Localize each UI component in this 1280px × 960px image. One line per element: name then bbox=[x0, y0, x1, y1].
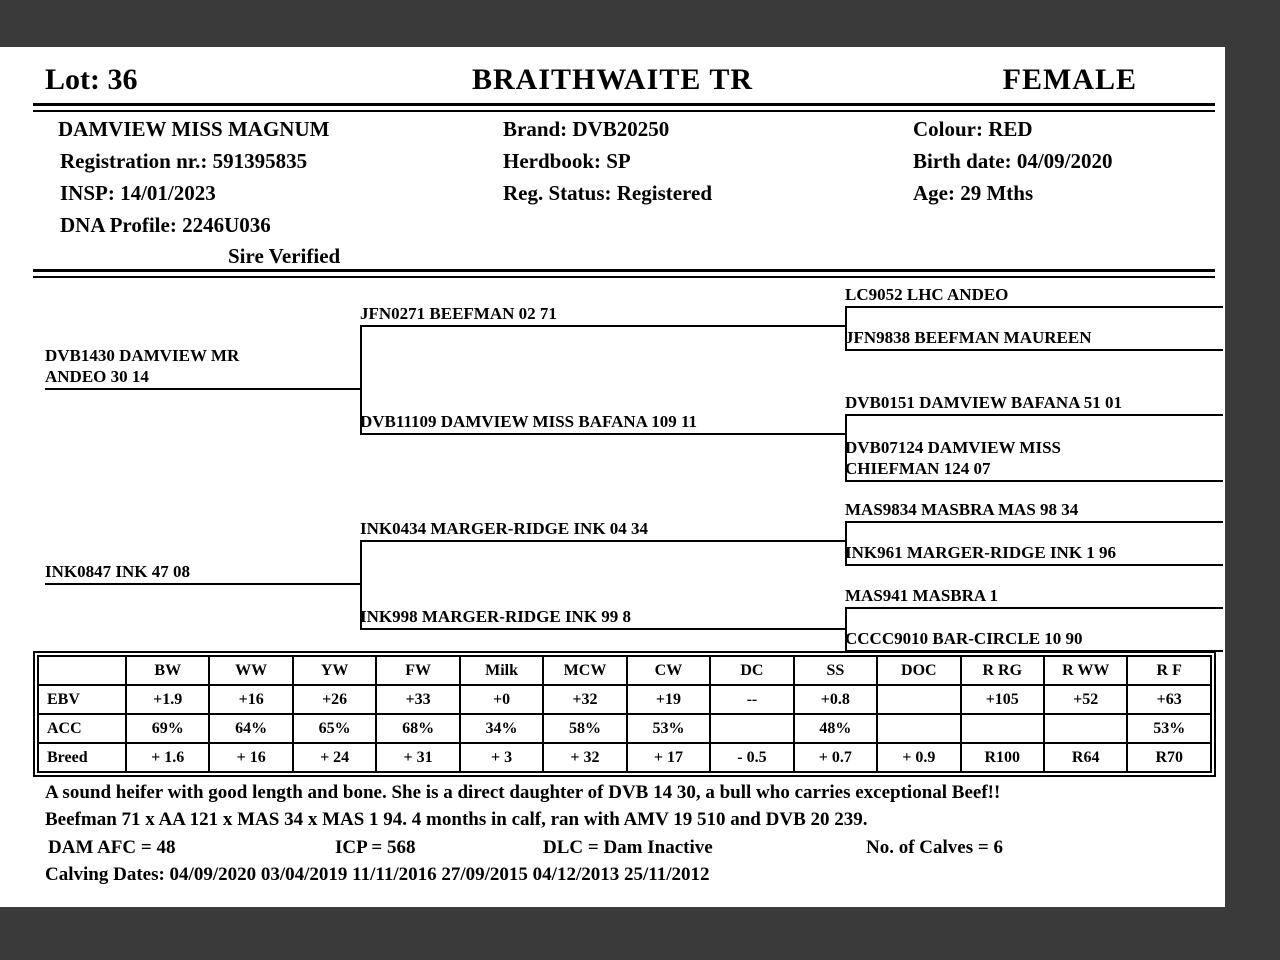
dam-afc-field: DAM AFC = 48 bbox=[48, 837, 176, 858]
ebv-value-cell: -- bbox=[710, 685, 793, 714]
pedigree-sire-sire-sire bbox=[845, 280, 1223, 308]
pedigree-sire-sire-name: JFN0271 BEEFMAN 02 71 bbox=[360, 304, 557, 323]
animal-name: DAMVIEW MISS MAGNUM bbox=[58, 117, 330, 141]
ebv-column-header bbox=[38, 656, 126, 685]
pedigree-sire-sire-sire-name: LC9052 LHC ANDEO bbox=[845, 285, 1009, 304]
ebv-column-header: DC bbox=[710, 656, 793, 685]
ebv-table bbox=[37, 655, 1212, 773]
ebv-value-cell: + 31 bbox=[376, 743, 459, 772]
note-description: A sound heifer with good length and bone. She is a direct daughter of DVB 14 30, a bull who carries exceptional Beef!! bbox=[45, 782, 1001, 803]
dna-profile-field: DNA Profile: 2246U036 bbox=[60, 213, 271, 237]
pedigree-dam-name: INK0847 INK 47 08 bbox=[45, 562, 190, 581]
colour-field: Colour: RED bbox=[913, 117, 1033, 141]
ebv-value-cell bbox=[1044, 714, 1127, 743]
ebv-column-header: R F bbox=[1127, 656, 1211, 685]
registration-field: Registration nr.: 591395835 bbox=[60, 149, 308, 173]
ebv-row-label: EBV bbox=[38, 685, 126, 714]
ebv-value-cell: R100 bbox=[961, 743, 1044, 772]
ebv-value-cell: 69% bbox=[126, 714, 209, 743]
ebv-value-cell: R70 bbox=[1127, 743, 1211, 772]
pedigree-sire-dam bbox=[360, 407, 845, 435]
pedigree-dam-sire-name: INK0434 MARGER-RIDGE INK 04 34 bbox=[360, 519, 649, 538]
ebv-value-cell: +1.9 bbox=[126, 685, 209, 714]
ebv-value-cell: 65% bbox=[293, 714, 376, 743]
ebv-value-cell: +16 bbox=[209, 685, 292, 714]
ebv-value-cell: + 16 bbox=[209, 743, 292, 772]
pedigree-dam-sire-dam bbox=[845, 538, 1223, 566]
birth-date-field: Birth date: 04/09/2020 bbox=[913, 149, 1113, 173]
ebv-value-cell: 34% bbox=[460, 714, 543, 743]
insp-field: INSP: 14/01/2023 bbox=[60, 181, 216, 205]
age-field: Age: 29 Mths bbox=[913, 181, 1034, 205]
ebv-value-cell: 53% bbox=[627, 714, 710, 743]
ebv-value-cell: +26 bbox=[293, 685, 376, 714]
ebv-value-cell bbox=[877, 685, 960, 714]
pedigree-dam-sire-dam-name: INK961 MARGER-RIDGE INK 1 96 bbox=[845, 543, 1117, 562]
pedigree-connector bbox=[845, 521, 847, 566]
ebv-row-acc bbox=[38, 714, 1211, 743]
pedigree-connector bbox=[845, 306, 847, 351]
pedigree-dam-dam-dam bbox=[845, 624, 1223, 652]
catalog-page bbox=[0, 47, 1225, 907]
ebv-column-header: Milk bbox=[460, 656, 543, 685]
calving-dates-field: Calving Dates: 04/09/2020 03/04/2019 11/11/2016 27/09/2015 04/12/2013 25/11/2012 bbox=[45, 864, 710, 885]
icp-field: ICP = 568 bbox=[335, 837, 416, 858]
ebv-value-cell: + 17 bbox=[627, 743, 710, 772]
ebv-value-cell: 58% bbox=[543, 714, 626, 743]
ebv-column-header: FW bbox=[376, 656, 459, 685]
ebv-value-cell: +52 bbox=[1044, 685, 1127, 714]
pedigree-connector bbox=[360, 325, 362, 435]
pedigree-sire-sire bbox=[360, 299, 845, 327]
ebv-table-frame bbox=[33, 651, 1216, 777]
no-of-calves-field: No. of Calves = 6 bbox=[866, 837, 1003, 858]
ebv-value-cell: +0.8 bbox=[794, 685, 877, 714]
pedigree-dam-sire bbox=[360, 514, 845, 542]
page-title: BRAITHWAITE TR bbox=[471, 63, 754, 96]
ebv-column-header: DOC bbox=[877, 656, 960, 685]
ebv-value-cell bbox=[710, 714, 793, 743]
details-divider bbox=[33, 269, 1215, 278]
ebv-value-cell: +105 bbox=[961, 685, 1044, 714]
sex-label: FEMALE bbox=[1002, 63, 1137, 96]
ebv-value-cell bbox=[877, 714, 960, 743]
ebv-row-label: ACC bbox=[38, 714, 126, 743]
ebv-value-cell: + 24 bbox=[293, 743, 376, 772]
pedigree-dam-dam-name: INK998 MARGER-RIDGE INK 99 8 bbox=[360, 607, 632, 626]
header-divider bbox=[33, 103, 1215, 112]
herdbook-field: Herdbook: SP bbox=[503, 149, 631, 173]
pedigree-sire bbox=[45, 342, 360, 390]
ebv-value-cell: + 0.7 bbox=[794, 743, 877, 772]
pedigree-sire-dam-sire bbox=[845, 388, 1223, 416]
ebv-value-cell: +63 bbox=[1127, 685, 1211, 714]
ebv-value-cell: 64% bbox=[209, 714, 292, 743]
ebv-column-header: SS bbox=[794, 656, 877, 685]
ebv-column-header: MCW bbox=[543, 656, 626, 685]
pedigree-dam-sire-sire-name: MAS9834 MASBRA MAS 98 34 bbox=[845, 500, 1079, 519]
ebv-row-ebv bbox=[38, 685, 1211, 714]
pedigree-sire-dam-sire-name: DVB0151 DAMVIEW BAFANA 51 01 bbox=[845, 393, 1123, 412]
pedigree-sire-dam-dam bbox=[845, 434, 1223, 482]
ebv-value-cell: 68% bbox=[376, 714, 459, 743]
ebv-value-cell: + 0.9 bbox=[877, 743, 960, 772]
note-breeding: Beefman 71 x AA 121 x MAS 34 x MAS 1 94. 4 months in calf, ran with AMV 19 510 and DVB 20 239. bbox=[45, 809, 868, 830]
pedigree-sire-dam-name: DVB11109 DAMVIEW MISS BAFANA 109 11 bbox=[360, 412, 698, 431]
sire-verified-label: Sire Verified bbox=[228, 244, 341, 268]
ebv-value-cell: +33 bbox=[376, 685, 459, 714]
ebv-value-cell bbox=[961, 714, 1044, 743]
ebv-column-header: R WW bbox=[1044, 656, 1127, 685]
pedigree-dam-dam bbox=[360, 602, 845, 630]
ebv-column-header: CW bbox=[627, 656, 710, 685]
ebv-value-cell: +19 bbox=[627, 685, 710, 714]
pedigree-dam-dam-sire-name: MAS941 MASBRA 1 bbox=[845, 586, 999, 605]
ebv-column-header: BW bbox=[126, 656, 209, 685]
lot-number: Lot: 36 bbox=[45, 63, 138, 96]
ebv-header-row bbox=[38, 656, 1211, 685]
pedigree-connector bbox=[845, 607, 847, 652]
pedigree-connector bbox=[360, 540, 362, 630]
ebv-value-cell: R64 bbox=[1044, 743, 1127, 772]
ebv-column-header: YW bbox=[293, 656, 376, 685]
ebv-value-cell: +0 bbox=[460, 685, 543, 714]
pedigree-sire-sire-dam bbox=[845, 323, 1223, 351]
ebv-value-cell: + 32 bbox=[543, 743, 626, 772]
pedigree-sire-name: DVB1430 DAMVIEW MR ANDEO 30 14 bbox=[45, 346, 240, 386]
ebv-row-breed bbox=[38, 743, 1211, 772]
ebv-value-cell: 53% bbox=[1127, 714, 1211, 743]
reg-status-field: Reg. Status: Registered bbox=[503, 181, 712, 205]
pedigree-dam-dam-sire bbox=[845, 581, 1223, 609]
ebv-value-cell: - 0.5 bbox=[710, 743, 793, 772]
pedigree-sire-sire-dam-name: JFN9838 BEEFMAN MAUREEN bbox=[845, 328, 1092, 347]
pedigree-dam bbox=[45, 557, 360, 585]
ebv-value-cell: +32 bbox=[543, 685, 626, 714]
pedigree-sire-dam-dam-name: DVB07124 DAMVIEW MISS CHIEFMAN 124 07 bbox=[845, 438, 1061, 478]
pedigree-dam-dam-dam-name: CCCC9010 BAR-CIRCLE 10 90 bbox=[845, 629, 1083, 648]
ebv-column-header: R RG bbox=[961, 656, 1044, 685]
ebv-value-cell: 48% bbox=[794, 714, 877, 743]
ebv-column-header: WW bbox=[209, 656, 292, 685]
dlc-field: DLC = Dam Inactive bbox=[543, 837, 713, 858]
pedigree-connector bbox=[845, 414, 847, 482]
ebv-value-cell: + 3 bbox=[460, 743, 543, 772]
pedigree-dam-sire-sire bbox=[845, 495, 1223, 523]
brand-field: Brand: DVB20250 bbox=[503, 117, 670, 141]
ebv-value-cell: + 1.6 bbox=[126, 743, 209, 772]
ebv-row-label: Breed bbox=[38, 743, 126, 772]
